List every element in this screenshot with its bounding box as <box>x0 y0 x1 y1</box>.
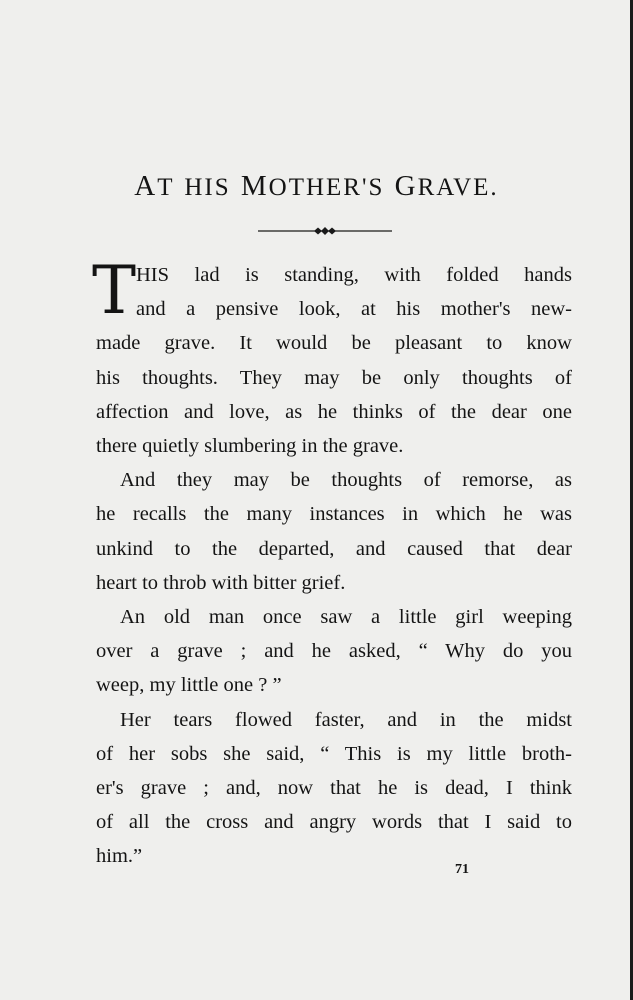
ornament-divider-icon <box>258 224 392 238</box>
title-initial-g: G <box>394 170 418 202</box>
chapter-title <box>0 170 633 203</box>
title-part-1: T HIS <box>157 174 241 201</box>
text-line-12: over a grave ; and he asked, “ Why do you <box>96 640 572 663</box>
text-line-17: of all the cross and angry words that I said to <box>96 811 572 834</box>
text-line-1: HIS lad is standing, with folded hands <box>136 264 572 286</box>
body-text <box>92 252 572 874</box>
text-line-15: of her sobs she said, “ This is my little broth- <box>96 742 572 765</box>
text-line-2: and a pensive look, at his mother's new- <box>136 298 572 321</box>
text-line-14: Her tears flowed faster, and in the midst <box>120 708 572 731</box>
text-line-7: And they may be thoughts of remorse, as <box>120 469 572 492</box>
text-line-18: him.” <box>96 845 143 868</box>
title-initial-a: A <box>134 170 158 202</box>
text-line-6: there quietly slumbering in the grave. <box>96 435 404 458</box>
text-line-9: unkind to the departed, and caused that dear <box>96 537 572 560</box>
title-part-2: OTHER'S <box>268 174 395 201</box>
text-line-10: heart to throb with bitter grief. <box>96 571 346 594</box>
text-line-13: weep, my little one ? ” <box>96 674 282 697</box>
text-line-5: affection and love, as he thinks of the dear one <box>96 400 572 423</box>
text-line-11: An old man once saw a little girl weeping <box>120 606 572 629</box>
title-part-3: RAVE. <box>417 174 499 201</box>
page-number: 71 <box>455 862 469 877</box>
title-initial-m: M <box>240 170 269 202</box>
drop-cap: T <box>92 252 137 329</box>
text-line-4: his thoughts. They may be only thoughts of <box>96 366 572 389</box>
text-line-8: he recalls the many instances in which he was <box>96 503 572 526</box>
text-line-16: er's grave ; and, now that he is dead, I think <box>96 777 572 800</box>
text-line-3: made grave. It would be pleasant to know <box>96 332 572 355</box>
